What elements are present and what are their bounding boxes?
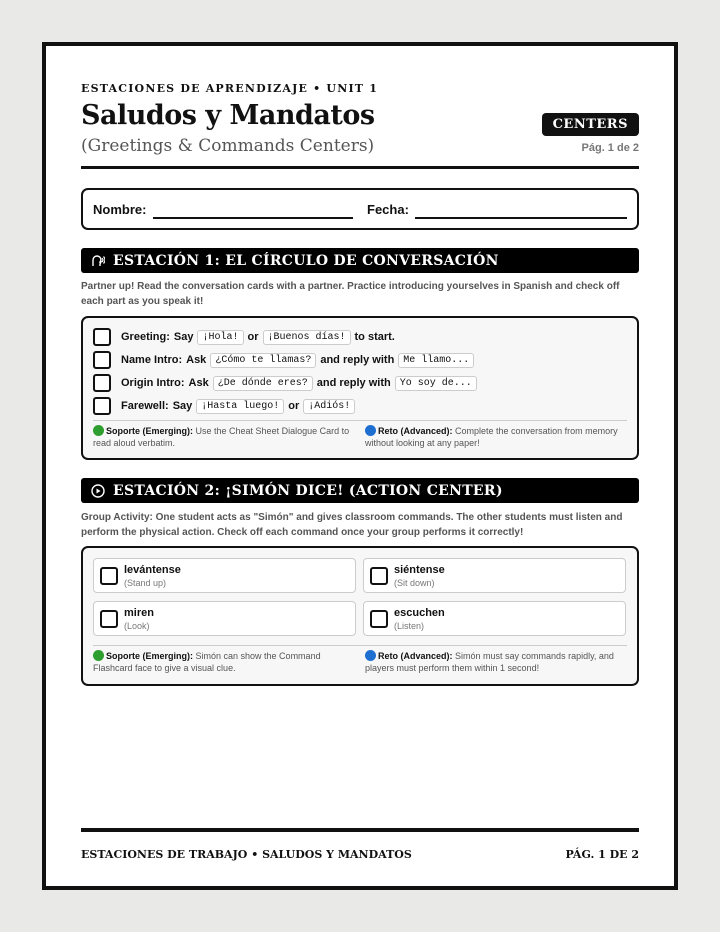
station-2-instructions: Group Activity: One student acts as "Simón" and gives classroom commands. The other students must listen and perform the physical action. Check off each command once your group performs it correctly! — [81, 512, 623, 538]
checklist-checkbox[interactable] — [93, 397, 111, 415]
footer-page-number: PÁG. 1 DE 2 — [565, 848, 639, 861]
command-checkbox[interactable] — [100, 567, 118, 585]
header-rule — [81, 166, 639, 169]
checklist-checkbox[interactable] — [93, 351, 111, 369]
command-spanish: levántense — [124, 564, 181, 576]
support-text: Simón can show the Command Flashcard face to give a visual clue. — [93, 651, 321, 673]
command-item — [93, 558, 356, 593]
support-label: Soporte (Emerging): — [106, 651, 193, 661]
page-number: Pág. 1 de 2 — [581, 142, 639, 154]
command-english: (Sit down) — [394, 578, 435, 588]
reto-text: Simón must say commands rapidly, and players must perform them within 1 second! — [365, 651, 614, 673]
command-spanish: escuchen — [394, 607, 445, 619]
station-1-title: ESTACIÓN 1: EL CÍRCULO DE CONVERSACIÓN — [113, 252, 499, 269]
checklist-label: Name Intro: — [121, 354, 183, 366]
checklist-label: Farewell: — [121, 400, 169, 412]
checklist-item — [93, 374, 481, 392]
phrase-chip: ¿Cómo te llamas? — [210, 353, 316, 368]
reto-label: Reto (Advanced): — [378, 426, 453, 436]
checklist-text: Ask — [188, 377, 209, 389]
name-field[interactable] — [153, 217, 353, 219]
command-english: (Listen) — [394, 621, 425, 631]
checklist-item — [93, 351, 478, 369]
station-2-header — [81, 478, 639, 503]
phrase-chip: ¡Adiós! — [303, 399, 355, 414]
phrase-chip: Yo soy de... — [395, 376, 477, 391]
checklist-text: or — [288, 400, 300, 412]
centers-badge: CENTERS — [542, 113, 639, 136]
phrase-chip: ¡Hasta luego! — [196, 399, 284, 414]
footer-rule — [81, 828, 639, 832]
date-label: Fecha: — [367, 202, 409, 217]
command-spanish: miren — [124, 607, 154, 619]
checklist-item — [93, 328, 395, 346]
reto-label: Reto (Advanced): — [378, 651, 453, 661]
reto-note — [365, 425, 620, 449]
command-checkbox[interactable] — [370, 567, 388, 585]
command-checkbox[interactable] — [370, 610, 388, 628]
unit-kicker: ESTACIONES DE APRENDIZAJE • UNIT 1 — [81, 82, 379, 95]
card-divider — [93, 645, 627, 646]
blue-circle-icon — [365, 425, 376, 436]
command-spanish: siéntense — [394, 564, 445, 576]
station-2-title: ESTACIÓN 2: ¡SIMÓN DICE! (ACTION CENTER) — [113, 482, 503, 499]
name-date-box — [81, 188, 639, 230]
station-2-card — [81, 546, 639, 686]
green-circle-icon — [93, 425, 104, 436]
support-note — [93, 425, 353, 449]
checklist-checkbox[interactable] — [93, 374, 111, 392]
command-english: (Look) — [124, 621, 150, 631]
checklist-item — [93, 397, 359, 415]
phrase-chip: ¡Buenos días! — [263, 330, 351, 345]
checklist-text: to start. — [354, 331, 395, 343]
card-divider — [93, 420, 627, 421]
support-note — [93, 650, 353, 674]
phrase-chip: ¡Hola! — [197, 330, 243, 345]
checklist-text: and reply with — [316, 377, 391, 389]
blue-circle-icon — [365, 650, 376, 661]
worksheet-page — [42, 42, 678, 890]
page-title: Saludos y Mandatos — [81, 100, 375, 131]
checklist-text: Ask — [186, 354, 207, 366]
command-checkbox[interactable] — [100, 610, 118, 628]
checklist-text: Say — [172, 400, 193, 412]
station-1-card — [81, 316, 639, 460]
station-1-header — [81, 248, 639, 273]
support-label: Soporte (Emerging): — [106, 426, 193, 436]
checklist-checkbox[interactable] — [93, 328, 111, 346]
green-circle-icon — [93, 650, 104, 661]
name-label: Nombre: — [93, 202, 147, 217]
station-1-instructions: Partner up! Read the conversation cards with a partner. Practice introducing yourselves in Spanish and check off each part as you speak it! — [81, 281, 620, 307]
speaking-head-icon — [91, 254, 105, 268]
reto-text: Complete the conversation from memory without looking at any paper! — [365, 426, 618, 448]
command-english: (Stand up) — [124, 578, 167, 588]
footer-title: ESTACIONES DE TRABAJO • SALUDOS Y MANDATOS — [81, 848, 412, 861]
phrase-chip: ¿De dónde eres? — [213, 376, 313, 391]
checklist-label: Origin Intro: — [121, 377, 185, 389]
checklist-label: Greeting: — [121, 331, 170, 343]
command-item — [363, 558, 626, 593]
command-item — [93, 601, 356, 636]
checklist-text: Say — [173, 331, 194, 343]
page-subtitle: (Greetings & Commands Centers) — [81, 136, 375, 156]
reto-note — [365, 650, 620, 674]
command-item — [363, 601, 626, 636]
date-field[interactable] — [415, 217, 627, 219]
phrase-chip: Me llamo... — [398, 353, 474, 368]
support-text: Use the Cheat Sheet Dialogue Card to read aloud verbatim. — [93, 426, 350, 448]
checklist-text: or — [247, 331, 259, 343]
play-circle-icon — [91, 484, 105, 498]
checklist-text: and reply with — [320, 354, 395, 366]
